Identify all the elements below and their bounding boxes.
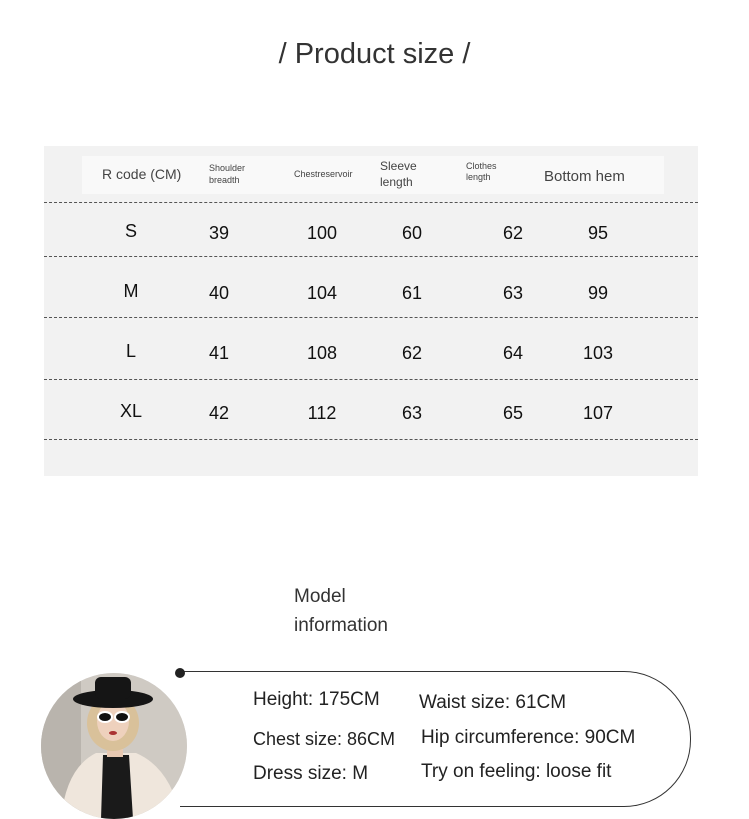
clothes-cell: 64 [502, 343, 524, 363]
row-divider [44, 202, 698, 203]
header-hem: Bottom hem [544, 168, 625, 185]
model-info-heading [294, 582, 388, 640]
sleeve-cell: 61 [401, 283, 423, 303]
header-shoulder: Shoulder breadth [209, 163, 246, 185]
page-title: / Product size / [278, 38, 471, 70]
shoulder-cell: 39 [208, 223, 230, 243]
hem-cell: 99 [587, 283, 609, 303]
size-cell: XL [119, 401, 143, 421]
row-divider [44, 256, 698, 257]
clothes-cell: 63 [502, 283, 524, 303]
table-header [82, 156, 664, 194]
model-fit-feeling: Try on feeling: loose fit [421, 761, 612, 782]
model-chest: Chest size: 86CM [253, 729, 396, 749]
header-code: R code (CM) [102, 166, 182, 182]
card-dot [175, 668, 185, 678]
size-table [44, 146, 698, 476]
chest-cell: 100 [306, 223, 338, 243]
sleeve-cell: 60 [401, 223, 423, 243]
header-clothes: Clothes length [466, 161, 497, 182]
hem-cell: 95 [587, 223, 609, 243]
model-title-line2: information [294, 615, 388, 636]
sleeve-cell: 62 [401, 343, 423, 363]
hem-cell: 107 [582, 403, 614, 423]
size-cell: S [124, 221, 137, 241]
clothes-cell: 62 [502, 223, 524, 243]
sleeve-cell: 63 [401, 403, 423, 423]
model-dress-size: Dress size: M [253, 763, 369, 784]
chest-cell: 104 [306, 283, 338, 303]
model-title-line1: Model [294, 586, 346, 607]
size-cell: M [123, 281, 139, 301]
row-divider [44, 439, 698, 440]
model-height: Height: 175CM [253, 689, 380, 710]
chest-cell: 112 [307, 403, 337, 423]
model-avatar [41, 673, 187, 819]
header-sleeve: Sleeve length [380, 159, 417, 189]
size-cell: L [125, 341, 136, 361]
model-waist: Waist size: 61CM [419, 692, 567, 713]
shoulder-cell: 41 [208, 343, 230, 363]
shoulder-cell: 42 [208, 403, 230, 423]
shoulder-cell: 40 [208, 283, 230, 303]
chest-cell: 108 [306, 343, 338, 363]
row-divider [44, 379, 698, 380]
row-divider [44, 317, 698, 318]
model-hip: Hip circumference: 90CM [421, 727, 636, 748]
hem-cell: 103 [582, 343, 614, 363]
clothes-cell: 65 [502, 403, 524, 423]
model-photo [41, 673, 187, 819]
header-chest: Chestreservoir [294, 169, 353, 179]
